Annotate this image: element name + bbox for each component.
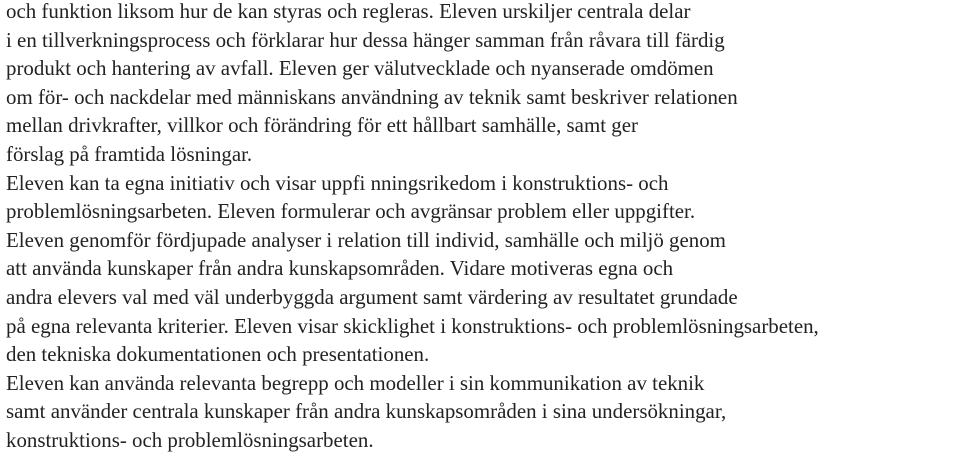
document-body xyxy=(6,0,960,455)
text-line: om för- och nackdelar med människans användning av teknik samt beskriver relationen xyxy=(6,84,738,109)
text-line: och funktion liksom hur de kan styras och regleras. Eleven urskiljer centrala delar xyxy=(6,0,691,23)
text-line: mellan drivkrafter, villkor och förändring för ett hållbart samhälle, samt ger xyxy=(6,113,638,138)
text-line: andra elevers val med väl underbyggda argument samt värdering av resultatet grundade xyxy=(6,284,738,309)
text-line: på egna relevanta kriterier. Eleven visar skicklighet i konstruktions- och problemlösningsarbeten, xyxy=(6,313,819,338)
text-line: produkt och hantering av avfall. Eleven ger välutvecklade och nyanserade omdömen xyxy=(6,56,714,81)
text-line: konstruktions- och problemlösningsarbeten. xyxy=(6,427,374,452)
text-line: den tekniska dokumentationen och presentationen. xyxy=(6,342,430,367)
text-line: Eleven kan använda relevanta begrepp och modeller i sin kommunikation av teknik xyxy=(6,370,705,395)
text-line: Eleven kan ta egna initiativ och visar uppfi nningsrikedom i konstruktions- och xyxy=(6,170,669,195)
text-line: i en tillverkningsprocess och förklarar hur dessa hänger samman från råvara till färdig xyxy=(6,27,725,52)
text-line: förslag på framtida lösningar. xyxy=(6,141,253,166)
text-line: samt använder centrala kunskaper från andra kunskapsområden i sina undersökningar, xyxy=(6,399,727,424)
text-line: Eleven genomför fördjupade analyser i relation till individ, samhälle och miljö genom xyxy=(6,227,726,252)
text-line: att använda kunskaper från andra kunskapsområden. Vidare motiveras egna och xyxy=(6,256,674,281)
text-line: problemlösningsarbeten. Eleven formulerar och avgränsar problem eller uppgifter. xyxy=(6,199,696,224)
